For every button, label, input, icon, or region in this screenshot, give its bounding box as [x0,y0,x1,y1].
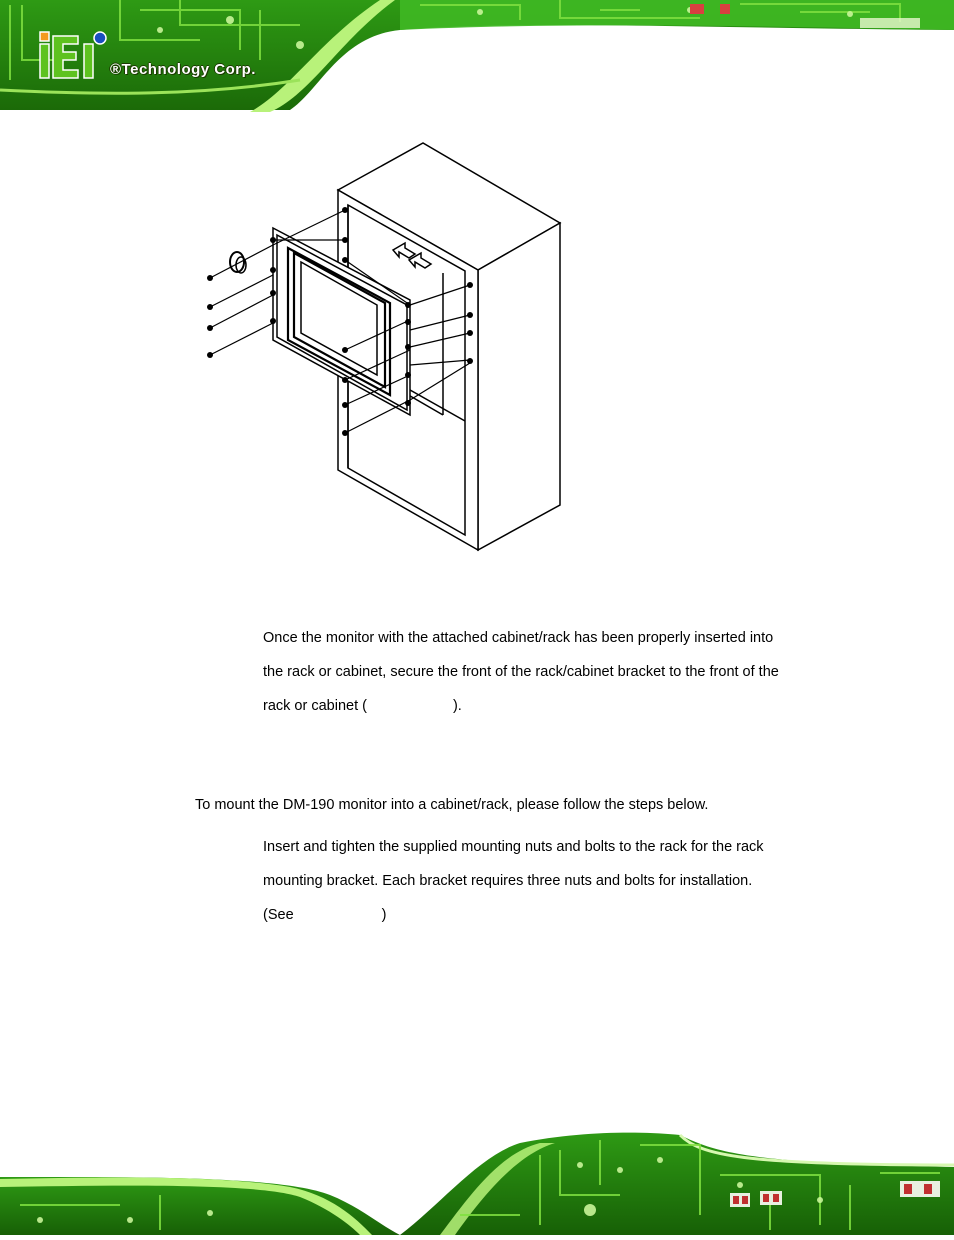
text-line: To mount the DM-190 monitor into a cabinet/rack, please follow the steps below. [195,797,709,813]
page-footer [0,1125,954,1235]
text-line: Once the monitor with the attached cabinet/rack has been properly inserted into [263,630,774,646]
cabinet-rack-mount-diagram-icon [195,135,575,555]
cabinet-mount-figure [195,135,575,555]
text-fragment: ). [452,698,462,714]
step1-paragraph [263,830,823,932]
company-name: ®Technology Corp. [110,61,256,78]
text-fragment: rack or cabinet ( [263,698,367,714]
footer-circuit-background [0,1125,954,1235]
step-paragraph [263,621,823,723]
iei-logo-icon [38,30,108,80]
page-header [0,0,954,112]
text-fragment: ) [381,907,387,923]
text-line [263,898,823,932]
text-line: the rack or cabinet, secure the front of the rack/cabinet bracket to the front of the [263,664,779,680]
text-line: mounting bracket. Each bracket requires three nuts and bolts for installation. [263,873,753,889]
text-fragment: (See [263,907,294,923]
text-line: Insert and tighten the supplied mounting nuts and bolts to the rack for the rack [263,839,764,855]
text-line [263,689,823,723]
intro-paragraph [195,788,835,822]
header-circuit-background [0,0,954,112]
